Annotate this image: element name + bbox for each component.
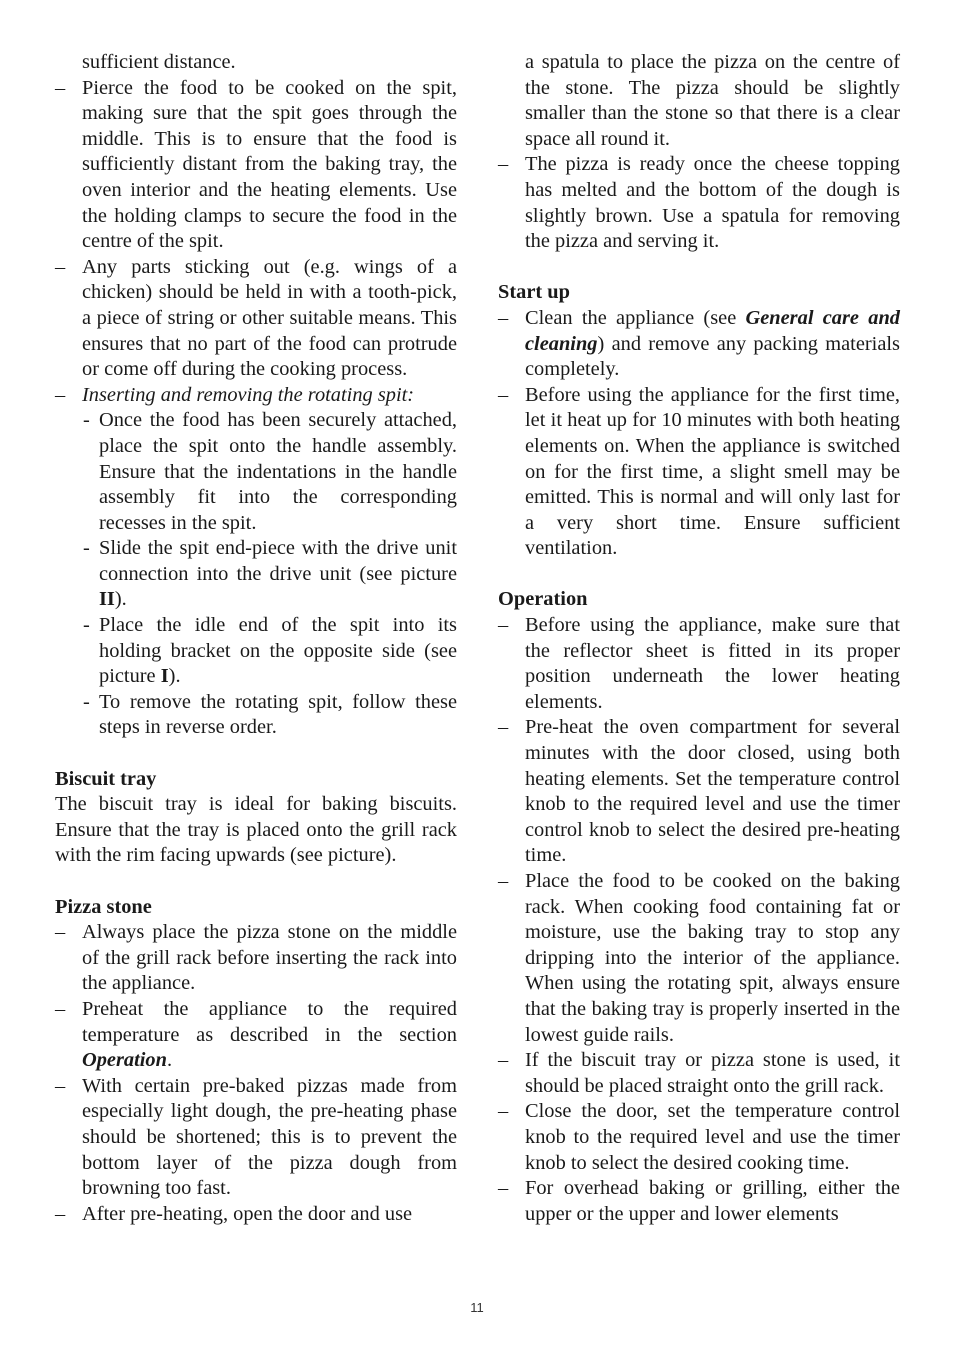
sub-list-item: - To remove the rotating spit, follow these steps in reverse order. [83, 690, 457, 739]
list-item: – With certain pre-baked pizzas made from especially light dough, the pre-heating phase should be shortened; this is to prevent the bottom layer of the pizza dough from browning too fast. [55, 1074, 457, 1200]
list-item: – Pierce the food to be cooked on the spit, making sure that the spit goes through the middle. This is to ensure that the food is sufficiently distant from the baking tray, the oven interior and the heating elements. Use the holding clamps to secure the food in the centre of the spit. [55, 76, 457, 253]
section-heading-operation: Operation [498, 588, 588, 611]
list-item: – Before using the appliance for the first time, let it heat up for 10 minutes with both heating elements on. When the appliance is switched on for the first time, a slight smell may be emitted. This is normal and will only last for a very short time. Ensure sufficient ventilation. [498, 383, 900, 560]
list-item: – For overhead baking or grilling, either the upper or the upper and lower elements [498, 1177, 900, 1225]
section-heading-biscuit-tray: Biscuit tray [55, 767, 157, 790]
list-item: – After pre-heating, open the door and use [55, 1202, 413, 1225]
sub-list-item: - Slide the spit end-piece with the drive unit connection into the drive unit (see picture II). [83, 537, 457, 611]
list-item: – The pizza is ready once the cheese topping has melted and the bottom of the dough is slightly brown. Use a spatula for removing the pizza and serving it. [498, 153, 900, 253]
section-heading-start-up: Start up [498, 281, 570, 304]
list-item: – Pre-heat the oven compartment for several minutes with the door closed, using both heating elements. Set the temperature control knob to the required level and use the timer control knob to select the desired pre-heating time. [498, 716, 900, 867]
page-number: 11 [470, 1300, 484, 1315]
biscuit-tray-text: The biscuit tray is ideal for baking biscuits. Ensure that the tray is placed onto the grill rack with the rim facing upwards (see picture). [55, 793, 457, 867]
section-heading-pizza-stone: Pizza stone [55, 895, 152, 918]
subheading-italic: Inserting and removing the rotating spit: [82, 383, 415, 406]
list-item: – Inserting and removing the rotating spit: [55, 383, 415, 406]
list-item: – Preheat the appliance to the required temperature as described in the section Operation. [55, 997, 457, 1072]
list-item: – If the biscuit tray or pizza stone is used, it should be placed straight onto the grill rack. [498, 1049, 900, 1097]
list-item: – Before using the appliance, make sure that the reflector sheet is fitted in its proper position underneath the lower heating elements. [498, 614, 900, 713]
continued-text: sufficient distance. [82, 51, 236, 73]
left-column [55, 50, 457, 1227]
list-item: – Place the food to be cooked on the baking rack. When cooking food containing fat or moisture, use the baking tray to stop any dripping into the interior of the appliance. When using the rotating spit, always ensure that the baking tray is properly inserted in the lowest guide rails. [498, 870, 900, 1046]
sub-list-item: - Once the food has been securely attached, place the spit onto the handle assembly. Ensure that the indentations in the handle assembly fit into the corresponding recesses in the spit. [83, 409, 457, 534]
right-column [498, 50, 900, 1227]
list-item: – Close the door, set the temperature control knob to the required level and use the timer knob to select the desired cooking time. [498, 1100, 900, 1174]
list-item: – Always place the pizza stone on the middle of the grill rack before inserting the rack into the appliance. [55, 921, 457, 995]
list-item: – Any parts sticking out (e.g. wings of a chicken) should be held in with a tooth-pick, a piece of string or other suitable means. This ensures that no part of the food can protrude or come off during the cooking process. [55, 255, 457, 381]
sub-list-item: - Place the idle end of the spit into its holding bracket on the opposite side (see picture I). [83, 614, 457, 688]
continued-text: a spatula to place the pizza on the centre of the stone. The pizza should be slightly smaller than the stone so that there is a clear space all round it. [525, 51, 900, 150]
list-item: – Clean the appliance (see General care and cleaning) and remove any packing materials completely. [498, 306, 900, 381]
